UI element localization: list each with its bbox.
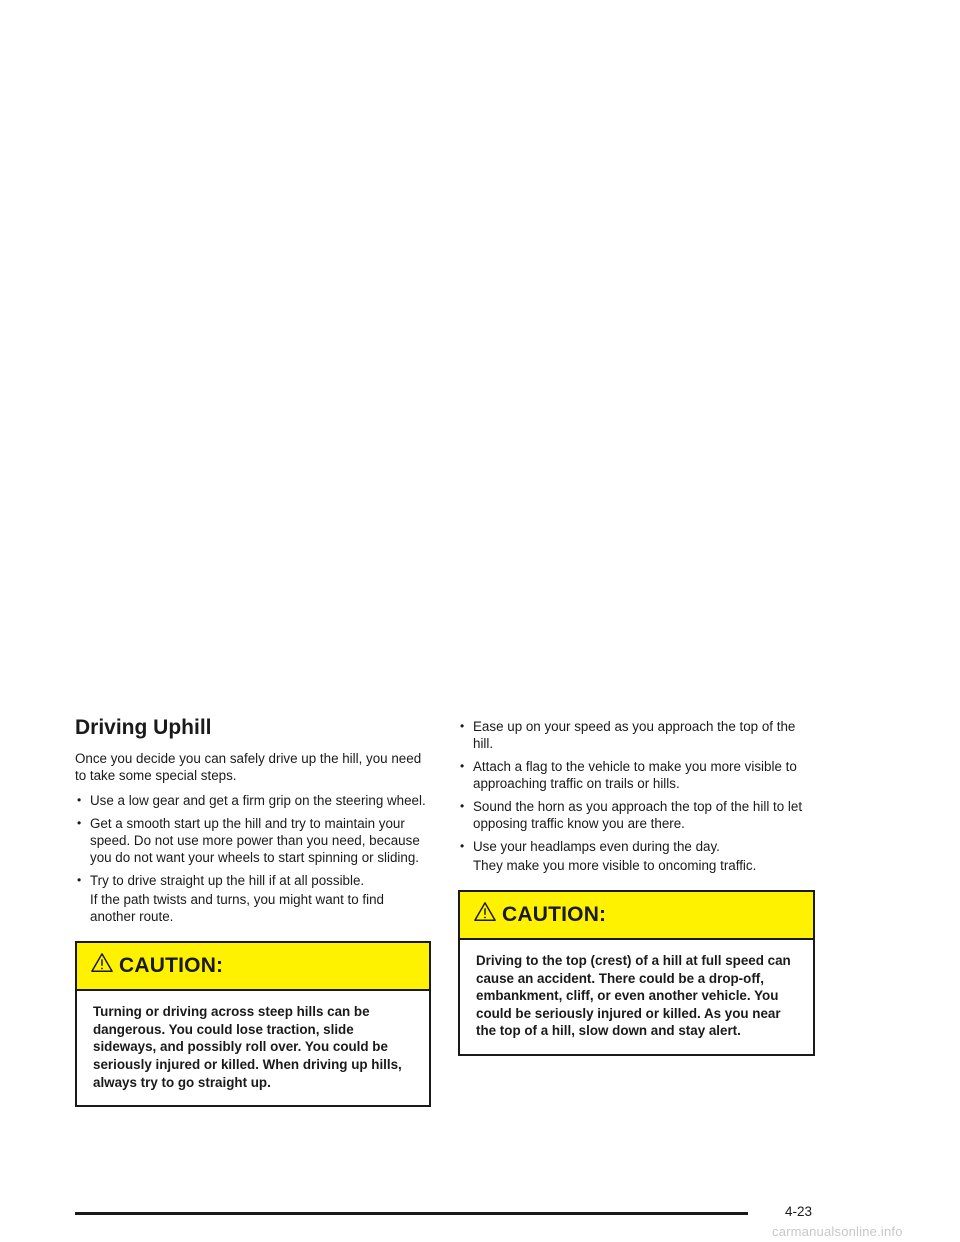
list-item-text: Try to drive straight up the hill if at all possible. bbox=[90, 873, 365, 889]
caution-header bbox=[460, 892, 813, 940]
bullet-icon: • bbox=[460, 719, 465, 733]
warning-triangle-icon bbox=[91, 952, 113, 974]
list-item bbox=[75, 792, 431, 809]
bullet-icon: • bbox=[460, 839, 465, 853]
bullet-icon: • bbox=[460, 799, 465, 813]
caution-label: CAUTION: bbox=[119, 954, 224, 978]
footer-rule bbox=[75, 1212, 748, 1215]
list-item bbox=[458, 838, 815, 874]
bullet-icon: • bbox=[460, 759, 465, 773]
list-item-text: Attach a flag to the vehicle to make you more visible to approaching traffic on trails or hills. bbox=[473, 759, 797, 791]
list-item-text: Use a low gear and get a firm grip on the steering wheel. bbox=[90, 793, 426, 809]
left-bullet-list bbox=[75, 792, 431, 925]
right-column bbox=[458, 718, 815, 1056]
caution-box-left bbox=[75, 941, 431, 1107]
left-column bbox=[75, 716, 431, 1107]
list-item bbox=[458, 798, 815, 832]
list-item-text: Use your headlamps even during the day. bbox=[473, 839, 720, 854]
right-bullet-list bbox=[458, 718, 815, 874]
caution-header bbox=[77, 943, 429, 991]
caution-text: Driving to the top (crest) of a hill at full speed can cause an accident. There could be a drop-off, embankment, cliff, or even another vehicle. You could be seriously injured or killed. As you near the top of a hill, slow down and stay alert. bbox=[476, 953, 791, 1039]
bullet-icon: • bbox=[77, 816, 82, 831]
caution-label: CAUTION: bbox=[502, 903, 607, 926]
list-item-extra: They make you more visible to oncoming traffic. bbox=[473, 858, 757, 873]
list-item bbox=[75, 815, 431, 866]
caution-box-right bbox=[458, 890, 815, 1056]
list-item bbox=[458, 718, 815, 752]
section-title: Driving Uphill bbox=[75, 716, 212, 739]
intro-paragraph: Once you decide you can safely drive up the hill, you need to take some special steps. bbox=[75, 751, 422, 784]
list-item-text: Sound the horn as you approach the top of the hill to let opposing traffic know you are there. bbox=[473, 799, 803, 831]
list-item-text: Ease up on your speed as you approach the top of the hill. bbox=[473, 719, 796, 751]
list-item bbox=[458, 758, 815, 792]
list-item-extra: If the path twists and turns, you might want to find another route. bbox=[90, 892, 385, 925]
caution-text: Turning or driving across steep hills can be dangerous. You could lose traction, slide sideways, and possibly roll over. You could be seriously injured or killed. When driving up hills, always try to go straight up. bbox=[93, 1004, 402, 1090]
bullet-icon: • bbox=[77, 793, 82, 808]
page-number: 4-23 bbox=[785, 1204, 813, 1219]
list-item-text: Get a smooth start up the hill and try to maintain your speed. Do not use more power than you need, because you do not want your wheels to start spinning or sliding. bbox=[90, 816, 420, 866]
bullet-icon: • bbox=[77, 873, 82, 888]
list-item bbox=[75, 872, 431, 925]
watermark: carmanualsonline.info bbox=[772, 1224, 903, 1239]
warning-triangle-icon bbox=[474, 901, 496, 923]
